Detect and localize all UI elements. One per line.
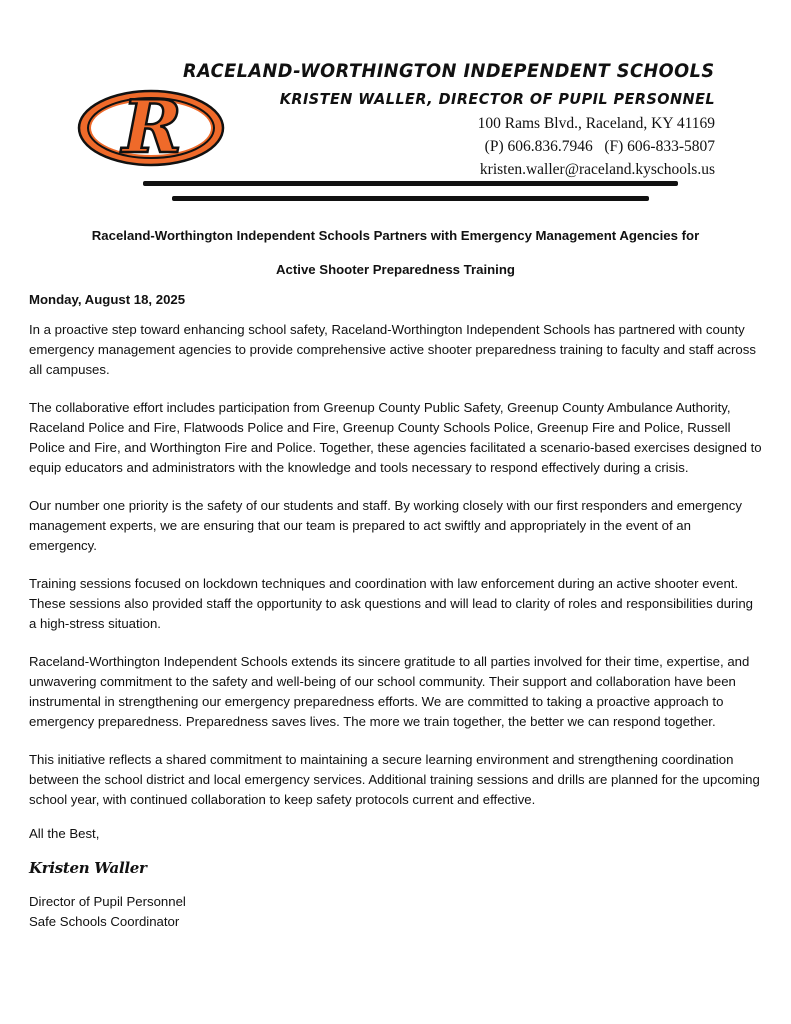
signer-block — [29, 892, 762, 932]
headline-line-2: Active Shooter Preparedness Training — [276, 262, 515, 277]
body-paragraph: Training sessions focused on lockdown techniques and coordination with law enforcement during an active shooter event. These sessions also provided staff the opportunity to ask questions and will lead to clarity of roles and responsibilities during a high-stress situation. — [29, 576, 754, 631]
press-release — [29, 226, 762, 932]
signer-title: Director of Pupil Personnel — [29, 894, 186, 909]
body-paragraph: Raceland-Worthington Independent Schools extends its sincere gratitude to all parties involved for their time, expertise, and unwavering commitment to the safety and well-being of our school community. Their support and collaboration have been instrumental in strengthening our emergency preparedness efforts. We are committed to taking a proactive approach to emergency preparedness. Preparedness saves lives. The more we train together, the better we can respond together. — [29, 654, 750, 729]
director-line: KRISTEN WALLER, DIRECTOR OF PUPIL PERSONNEL — [279, 90, 715, 108]
headline-line-1: Raceland-Worthington Independent Schools Partners with Emergency Management Agencies for — [91, 228, 700, 243]
body-paragraph: Our number one priority is the safety of our students and staff. By working closely with our first responders and emergency management experts, we are ensuring that our team is prepared to act swiftly and appropriately in the event of an emergency. — [29, 498, 742, 553]
email: kristen.waller@raceland.kyschools.us — [479, 161, 715, 178]
body-paragraph: The collaborative effort includes participation from Greenup County Public Safety, Greenup County Ambulance Authority, Raceland Police and Fire, Flatwoods Police and Fire, Greenup County Schools Police, Greenup Fire and Police, Russell Police and Fire, and Worthington Fire and Police. Together, these agencies facilitated a scenario-based exercises designed to equip educators and administrators with the knowledge and tools necessary to respond effectively during a crisis. — [29, 400, 762, 475]
body-paragraph: This initiative reflects a shared commitment to maintaining a secure learning environment and strengthening coordination between the school district and local emergency services. Additional training sessions and drills are planned for the upcoming school year, with continued collaboration to keep safety protocols current and effective. — [29, 752, 760, 807]
body-paragraph: In a proactive step toward enhancing school safety, Raceland-Worthington Independent Schools has partnered with county emergency management agencies to provide comprehensive active shooter preparedness training to faculty and staff across all campuses. — [29, 322, 756, 377]
logo-letter: R — [122, 88, 182, 168]
header-divider-top — [143, 181, 678, 186]
district-logo — [76, 88, 226, 168]
header-divider-bottom — [172, 196, 649, 201]
phone-fax: (P) 606.836.7946 (F) 606-833-5807 — [484, 138, 715, 155]
signature: Kristen Waller — [29, 859, 147, 877]
closing: All the Best, — [29, 826, 100, 841]
address: 100 Rams Blvd., Raceland, KY 41169 — [477, 115, 715, 132]
signer-role: Safe Schools Coordinator — [29, 914, 180, 929]
r-logo-icon — [76, 88, 226, 168]
district-name: RACELAND-WORTHINGTON INDEPENDENT SCHOOLS — [183, 60, 715, 82]
release-date: Monday, August 18, 2025 — [29, 292, 186, 307]
